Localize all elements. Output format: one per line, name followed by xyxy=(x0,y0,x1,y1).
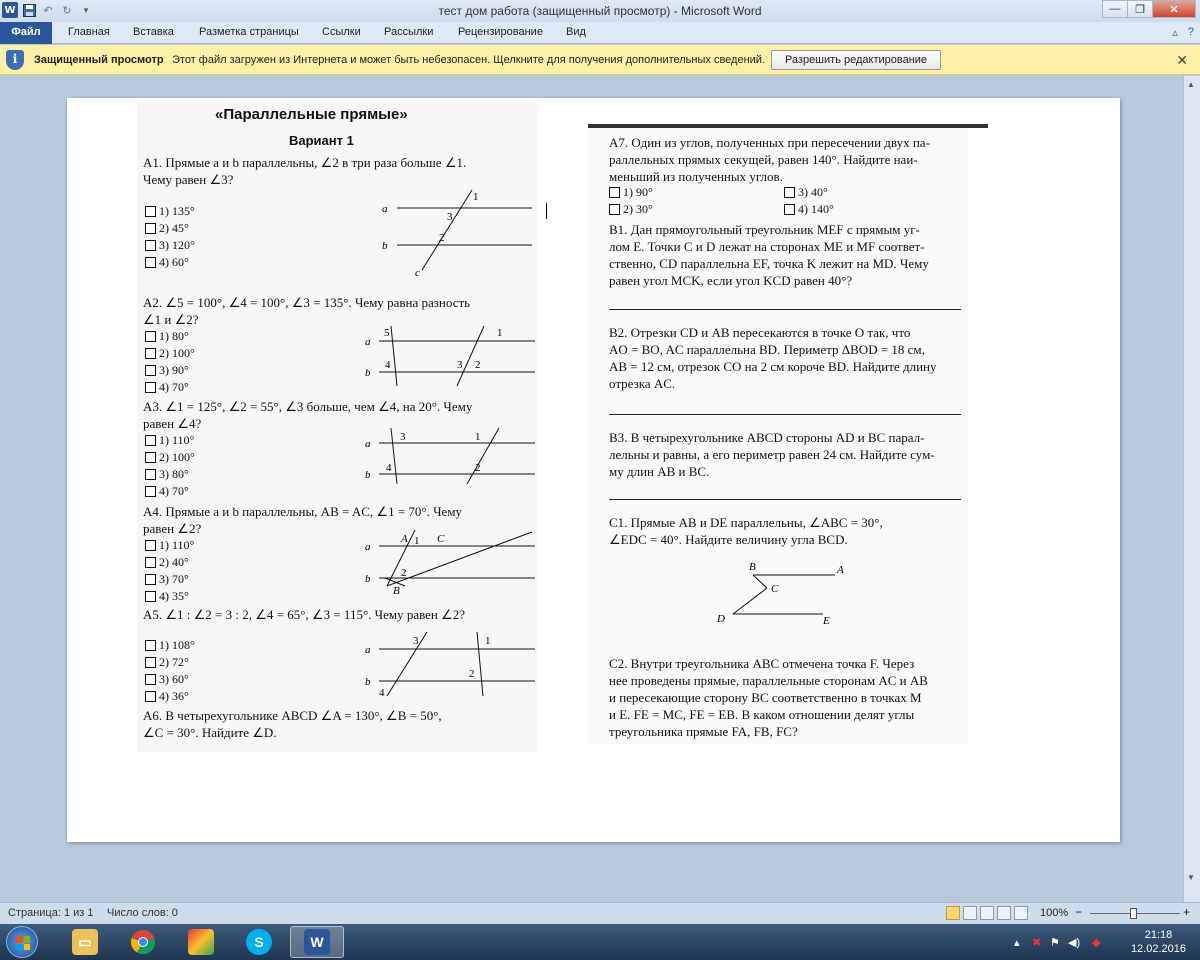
b1-text-line4: равен угол MCK, если угол KCD равен 40°? xyxy=(609,273,853,288)
svg-text:2: 2 xyxy=(469,668,475,680)
svg-text:a: a xyxy=(382,203,388,215)
a3-text-line1: A3. ∠1 = 125°, ∠2 = 55°, ∠3 больше, чем ∠4, на 20°. Чему xyxy=(143,399,473,414)
svg-text:a: a xyxy=(365,541,371,553)
a2-option-2[interactable]: 2) 100° xyxy=(145,345,195,362)
b3-text-line3: му длин AB и BC. xyxy=(609,464,710,479)
draft-view-icon[interactable] xyxy=(1014,906,1028,920)
svg-text:a: a xyxy=(365,438,371,450)
c2-text-line1: C2. Внутри треугольника ABC отмечена точка F. Через xyxy=(609,656,915,671)
c1-text-line1: C1. Прямые AB и DE параллельны, ∠ABC = 30°, xyxy=(609,515,883,530)
a5-option-1[interactable]: 1) 108° xyxy=(145,637,195,654)
a4-figure xyxy=(357,526,537,598)
b1-answer-line[interactable] xyxy=(609,309,961,310)
a3-option-4[interactable]: 4) 70° xyxy=(145,483,189,500)
a5-option-2[interactable]: 2) 72° xyxy=(145,654,189,671)
a2-figure xyxy=(357,324,537,388)
a1-figure xyxy=(377,188,537,278)
a3-text-line2: равен ∠4? xyxy=(143,416,202,431)
b2-text-line3: AB = 12 см, отрезок CO на 2 см короче BD. Найдите длину xyxy=(609,359,937,374)
svg-text:5: 5 xyxy=(384,327,390,339)
protected-view-title: Защищенный просмотр xyxy=(34,54,164,66)
b2-text-line2: AO = BO, AC параллельна BD. Периметр ΔBOD = 18 см, xyxy=(609,342,925,357)
flag-icon[interactable]: ⚑ xyxy=(1050,937,1060,949)
a1-option-1[interactable]: 1) 135° xyxy=(145,203,195,220)
svg-text:3: 3 xyxy=(457,359,463,371)
b1-text-line1: B1. Дан прямоугольный треугольник MEF с прямым уг- xyxy=(609,222,920,237)
volume-icon[interactable]: ◀) xyxy=(1068,937,1081,949)
a1-text-line2: Чему равен ∠3? xyxy=(143,172,234,187)
a2-option-4[interactable]: 4) 70° xyxy=(145,379,189,396)
svg-text:4: 4 xyxy=(385,359,391,371)
scroll-down-icon[interactable]: ▼ xyxy=(1187,873,1195,882)
taskbar-explorer[interactable] xyxy=(58,926,112,958)
minimize-button[interactable]: — xyxy=(1102,0,1128,18)
customize-toolbar-icon[interactable]: ▾ xyxy=(83,4,89,15)
a5-option-3[interactable]: 3) 60° xyxy=(145,671,189,688)
taskbar-word[interactable] xyxy=(290,926,344,958)
b3-text-line2: лельны и равны, а его периметр равен 24 см. Найдите сум- xyxy=(609,447,935,462)
a1-option-2[interactable]: 2) 45° xyxy=(145,220,189,237)
b2-text-line4: отрезка AC. xyxy=(609,376,676,391)
c2-text-line3: и пересекающие сторону BC соответственно в точках M xyxy=(609,690,922,705)
tab-home[interactable]: Главная xyxy=(68,26,110,38)
tab-page-layout[interactable]: Разметка страницы xyxy=(199,26,299,38)
paint-icon xyxy=(188,929,214,955)
a3-option-2[interactable]: 2) 100° xyxy=(145,449,195,466)
windows-logo-icon xyxy=(16,936,30,950)
status-bar xyxy=(0,902,1200,924)
a1-option-4[interactable]: 4) 60° xyxy=(145,254,189,271)
view-buttons xyxy=(946,906,1028,920)
a7-option-3[interactable]: 3) 40° xyxy=(784,184,828,201)
document-page[interactable] xyxy=(67,98,1120,842)
svg-text:a: a xyxy=(365,644,371,656)
zoom-level[interactable]: 100% xyxy=(1040,907,1069,919)
svg-text:4: 4 xyxy=(379,687,385,698)
b1-text-line2: лом E. Точки C и D лежат на сторонах ME и MF соответ- xyxy=(609,239,925,254)
taskbar-chrome[interactable] xyxy=(116,926,170,958)
protected-view-message[interactable]: Этот файл загружен из Интернета и может быть небезопасен. Щелкните для получения дополнительных сведений. xyxy=(172,54,765,66)
text-cursor xyxy=(546,203,547,219)
c2-text-line5: треугольника прямые FA, FB, FC? xyxy=(609,724,798,739)
print-layout-view-icon[interactable] xyxy=(946,906,960,920)
zoom-slider-thumb[interactable] xyxy=(1130,908,1137,919)
a5-figure xyxy=(357,630,537,698)
svg-text:3: 3 xyxy=(413,635,419,647)
antivirus-icon[interactable]: ◆ xyxy=(1092,937,1101,949)
a2-option-3[interactable]: 3) 90° xyxy=(145,362,189,379)
word-icon: W xyxy=(304,929,330,955)
svg-text:a: a xyxy=(365,336,371,348)
a3-option-1[interactable]: 1) 110° xyxy=(145,432,194,449)
a4-text-line1: A4. Прямые a и b параллельны, AB = AC, ∠1 = 70°. Чему xyxy=(143,504,463,519)
skype-icon: S xyxy=(246,929,272,955)
svg-text:b: b xyxy=(365,573,371,585)
svg-text:1: 1 xyxy=(497,327,503,339)
taskbar-paint[interactable] xyxy=(174,926,228,958)
c2-text-line4: и E. FE = MC, FE = EB. В каком отношении делят углы xyxy=(609,707,915,722)
a2-text-line2: ∠1 и ∠2? xyxy=(143,312,199,327)
a2-option-1[interactable]: 1) 80° xyxy=(145,328,189,345)
svg-text:B: B xyxy=(393,585,400,597)
svg-text:1: 1 xyxy=(414,535,420,547)
web-layout-icon[interactable] xyxy=(980,906,994,920)
taskbar-skype[interactable] xyxy=(232,926,286,958)
windows-taskbar xyxy=(0,924,1200,960)
a7-option-2[interactable]: 2) 30° xyxy=(609,201,653,218)
window-title: тест дом работа (защищенный просмотр) - Microsoft Word xyxy=(438,4,762,18)
a7-text-line3: меньший из полученных углов. xyxy=(609,169,783,184)
a6-text-line2: ∠C = 30°. Найдите ∠D. xyxy=(143,725,277,740)
a2-text-line1: A2. ∠5 = 100°, ∠4 = 100°, ∠3 = 135°. Чему равна разность xyxy=(143,295,471,310)
b1-text-line3: ственно, CD параллельна EF, точка K лежит на MD. Чему xyxy=(609,256,929,271)
a7-text-line2: раллельных прямых секущей, равен 140°. Найдите наи- xyxy=(609,152,918,167)
a7-option-1[interactable]: 1) 90° xyxy=(609,184,653,201)
a7-text-line1: A7. Один из углов, полученных при пересечении двух па- xyxy=(609,135,930,150)
tab-file[interactable]: Файл xyxy=(0,22,52,44)
minimize-ribbon-icon[interactable]: ▵ xyxy=(1172,27,1178,39)
a1-option-3[interactable]: 3) 120° xyxy=(145,237,195,254)
svg-text:1: 1 xyxy=(473,191,479,203)
word-count[interactable]: Число слов: 0 xyxy=(107,907,178,919)
section-divider xyxy=(588,124,988,128)
enable-editing-button[interactable]: Разрешить редактирование xyxy=(771,50,941,70)
a4-text-line2: равен ∠2? xyxy=(143,521,202,536)
help-icon[interactable]: ? xyxy=(1187,26,1194,38)
word-app-icon[interactable]: W xyxy=(2,2,18,18)
title-bar xyxy=(0,0,1200,22)
svg-text:D: D xyxy=(717,613,725,625)
vertical-scrollbar[interactable] xyxy=(1183,76,1200,902)
b2-answer-line[interactable] xyxy=(609,414,961,415)
svg-text:A: A xyxy=(837,564,844,576)
start-button[interactable] xyxy=(6,926,38,958)
a4-option-1[interactable]: 1) 110° xyxy=(145,537,194,554)
svg-text:C: C xyxy=(437,533,445,545)
a5-text-line1: A5. ∠1 : ∠2 = 3 : 2, ∠4 = 65°, ∠3 = 115°. Чему равен ∠2? xyxy=(143,607,466,622)
full-screen-reading-icon[interactable] xyxy=(963,906,977,920)
zoom-out-icon[interactable]: − xyxy=(1075,905,1083,919)
show-hidden-icons-icon[interactable]: ▴ xyxy=(1014,937,1020,949)
svg-text:A: A xyxy=(401,533,408,545)
b3-text-line1: B3. В четырехугольнике ABCD стороны AD и BC парал- xyxy=(609,430,925,445)
a6-text-line1: A6. В четырехугольнике ABCD ∠A = 130°, ∠B = 50°, xyxy=(143,708,442,723)
svg-text:2: 2 xyxy=(401,567,407,579)
clock[interactable]: 21:18 12.02.2016 xyxy=(1130,929,1186,955)
svg-text:b: b xyxy=(365,469,371,481)
svg-text:b: b xyxy=(382,240,388,252)
svg-text:4: 4 xyxy=(386,462,392,474)
tab-references[interactable]: Ссылки xyxy=(322,26,361,38)
protected-view-bar xyxy=(0,45,1200,75)
folder-icon: ▭ xyxy=(72,929,98,955)
a5-option-4[interactable]: 4) 36° xyxy=(145,688,189,705)
svg-text:E: E xyxy=(823,615,830,627)
left-column-scan xyxy=(137,102,537,752)
svg-text:2: 2 xyxy=(439,232,445,244)
svg-text:3: 3 xyxy=(447,211,453,223)
svg-text:b: b xyxy=(365,367,371,379)
svg-text:3: 3 xyxy=(400,431,406,443)
a3-option-3[interactable]: 3) 80° xyxy=(145,466,189,483)
tab-mailings[interactable]: Рассылки xyxy=(384,26,434,38)
a4-option-2[interactable]: 2) 40° xyxy=(145,554,189,571)
shield-icon: i xyxy=(6,50,24,70)
svg-text:C: C xyxy=(771,583,779,595)
zoom-in-icon[interactable]: + xyxy=(1183,905,1191,919)
page-count[interactable]: Страница: 1 из 1 xyxy=(8,907,94,919)
svg-text:c: c xyxy=(415,267,420,278)
system-tray xyxy=(1010,924,1200,960)
maximize-button[interactable]: ❐ xyxy=(1127,0,1153,18)
right-column-scan xyxy=(588,124,968,744)
ribbon-tabs xyxy=(0,22,1200,44)
undo-icon[interactable]: ↶ xyxy=(43,4,53,17)
tab-insert[interactable]: Вставка xyxy=(133,26,174,38)
doc-heading: «Параллельные прямые» xyxy=(215,106,408,123)
b2-text-line1: B2. Отрезки CD и AB пересекаются в точке O так, что xyxy=(609,325,911,340)
network-icon[interactable]: ✖ xyxy=(1032,937,1042,949)
svg-text:B: B xyxy=(749,561,756,573)
c1-figure xyxy=(713,559,863,639)
svg-text:2: 2 xyxy=(475,359,481,371)
a4-option-3[interactable]: 3) 70° xyxy=(145,571,189,588)
a7-option-4[interactable]: 4) 140° xyxy=(784,201,834,218)
svg-text:b: b xyxy=(365,676,371,688)
scroll-up-icon[interactable]: ▲ xyxy=(1187,80,1195,89)
outline-view-icon[interactable] xyxy=(997,906,1011,920)
a1-text-line1: A1. Прямые a и b параллельны, ∠2 в три раза больше ∠1. xyxy=(143,155,467,170)
c2-text-line2: нее проведены прямые, параллельные сторонам AC и AB xyxy=(609,673,928,688)
redo-icon[interactable]: ↻ xyxy=(62,4,72,17)
a4-option-4[interactable]: 4) 35° xyxy=(145,588,189,605)
tab-view[interactable]: Вид xyxy=(566,26,586,38)
variant-title: Вариант 1 xyxy=(289,133,354,148)
svg-text:1: 1 xyxy=(475,431,481,443)
close-button[interactable]: ✕ xyxy=(1152,0,1196,18)
svg-text:2: 2 xyxy=(475,462,481,474)
chrome-icon xyxy=(130,929,156,955)
tab-review[interactable]: Рецензирование xyxy=(458,26,543,38)
b3-answer-line[interactable] xyxy=(609,499,961,500)
c1-text-line2: ∠EDC = 40°. Найдите величину угла BCD. xyxy=(609,532,848,547)
a3-figure xyxy=(357,426,537,486)
close-icon[interactable]: ✕ xyxy=(1176,52,1188,68)
svg-text:1: 1 xyxy=(485,635,491,647)
